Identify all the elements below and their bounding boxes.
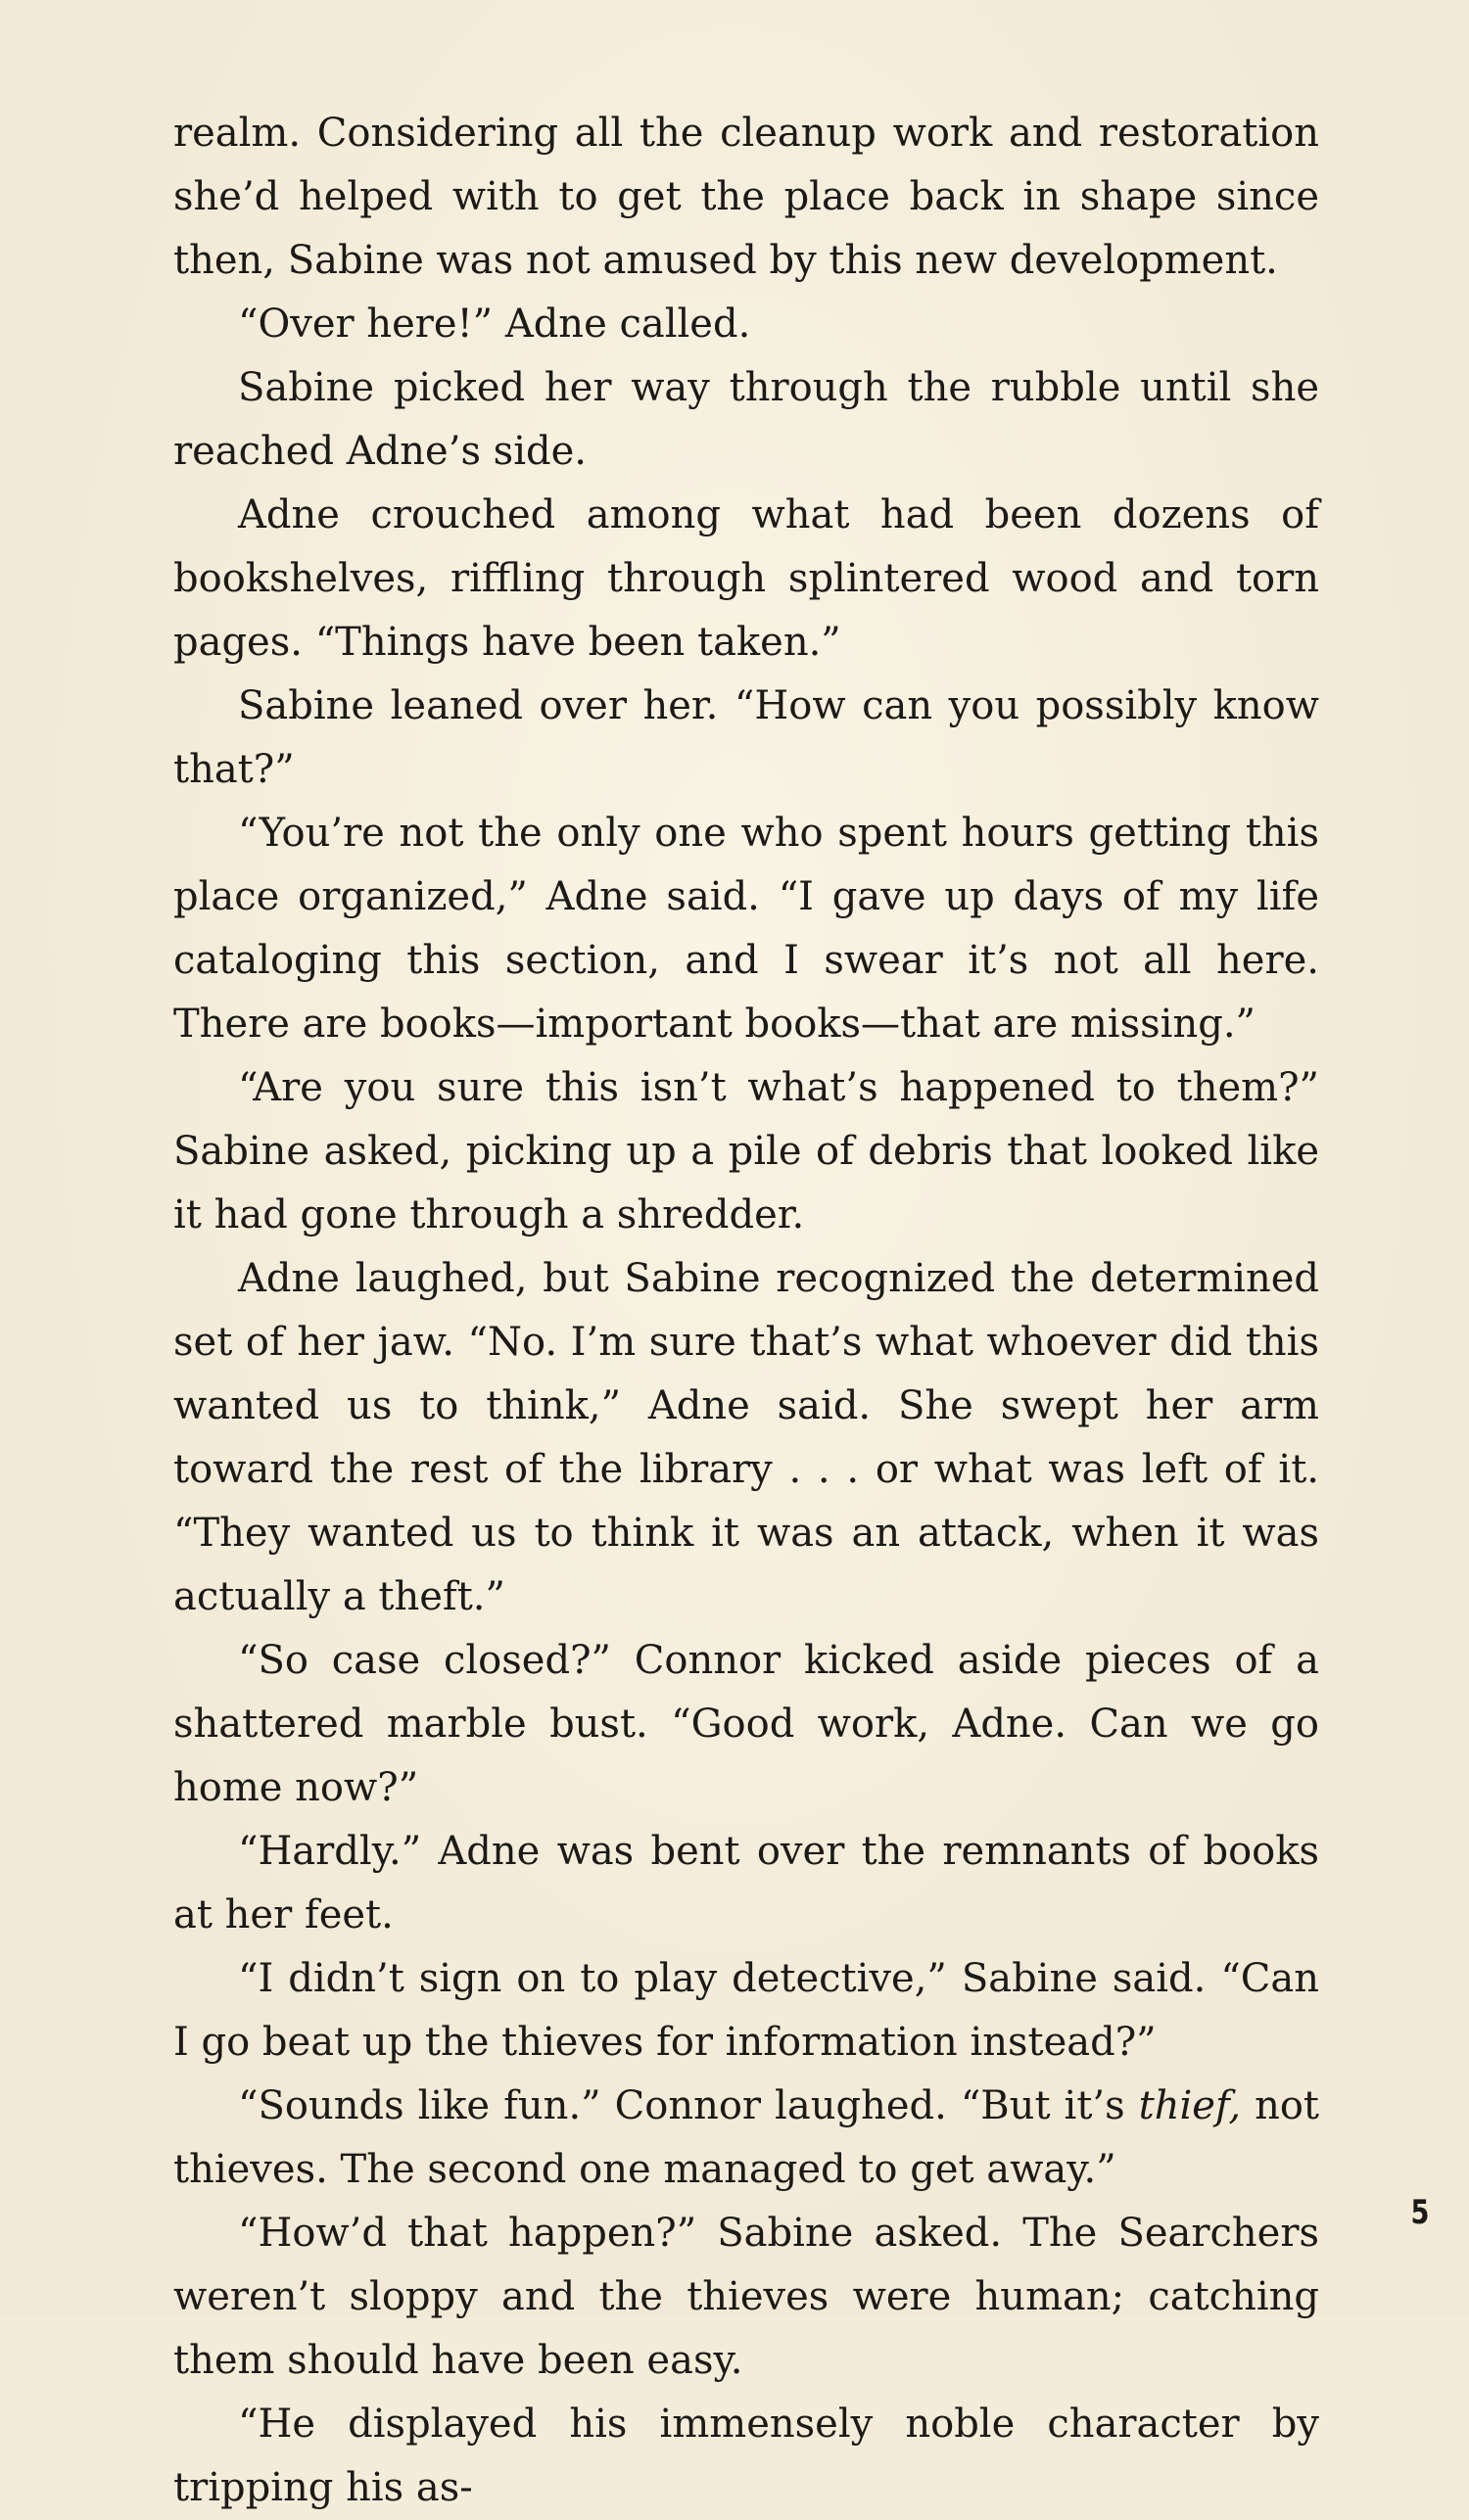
body-text <box>173 102 1319 2520</box>
paragraph <box>173 102 1319 293</box>
paragraph <box>173 293 1319 356</box>
paragraph <box>173 2202 1319 2393</box>
text-run: “He displayed his immensely noble character by tripping his as- <box>173 2402 1319 2510</box>
page-number: 5 <box>1410 2193 1430 2232</box>
paragraph <box>173 1056 1319 1247</box>
text-run: “I didn’t sign on to play detective,” Sabine said. “Can I go beat up the thieves for information instead?” <box>173 1956 1319 2065</box>
text-run: “Sounds like fun.” Connor laughed. “But it’s <box>238 2083 1139 2128</box>
text-run: realm. Considering all the cleanup work and restoration she’d helped with to get the place back in shape since then, Sabine was not amused by this new development. <box>173 111 1319 283</box>
paragraph <box>173 484 1319 675</box>
text-run: not thieves. The second one managed to get away.” <box>173 2083 1319 2192</box>
text-run: Sabine leaned over her. “How can you possibly know that?” <box>173 683 1319 792</box>
text-run: Adne crouched among what had been dozens of bookshelves, riffling through splintered wood and torn pages. “Things have been taken.” <box>173 492 1319 665</box>
paragraph <box>173 356 1319 484</box>
paragraph <box>173 675 1319 802</box>
italic-text: thief, <box>1138 2083 1242 2128</box>
text-run: Adne laughed, but Sabine recognized the determined set of her jaw. “No. I’m sure that’s what whoever did this wanted us to think,” Adne said. She swept her arm toward the rest of the library . . . or what was left of it. “They wanted us to think it was an attack, when it was actually a theft.” <box>173 1256 1319 1619</box>
text-run: “Over here!” Adne called. <box>238 302 751 347</box>
text-run: “You’re not the only one who spent hours getting this place organized,” Adne said. “I gave up days of my life cataloging this section, and I swear it’s not all here. There are books—important books—that are missing.” <box>173 811 1319 1047</box>
text-run: “So case closed?” Connor kicked aside pieces of a shattered marble bust. “Good work, Adne. Can we go home now?” <box>173 1638 1319 1810</box>
paragraph <box>173 2393 1319 2520</box>
text-run: “How’d that happen?” Sabine asked. The Searchers weren’t sloppy and the thieves were human; catching them should have been easy. <box>173 2211 1319 2383</box>
paragraph <box>173 802 1319 1056</box>
paragraph <box>173 2075 1319 2202</box>
text-run: “Hardly.” Adne was bent over the remnants of books at her feet. <box>173 1829 1319 1937</box>
paragraph <box>173 1820 1319 1947</box>
paragraph <box>173 1629 1319 1820</box>
text-run: Sabine picked her way through the rubble until she reached Adne’s side. <box>173 365 1319 474</box>
paragraph <box>173 1947 1319 2075</box>
paragraph <box>173 1247 1319 1629</box>
text-run: “Are you sure this isn’t what’s happened to them?” Sabine asked, picking up a pile of debris that looked like it had gone through a shredder. <box>173 1065 1319 1237</box>
